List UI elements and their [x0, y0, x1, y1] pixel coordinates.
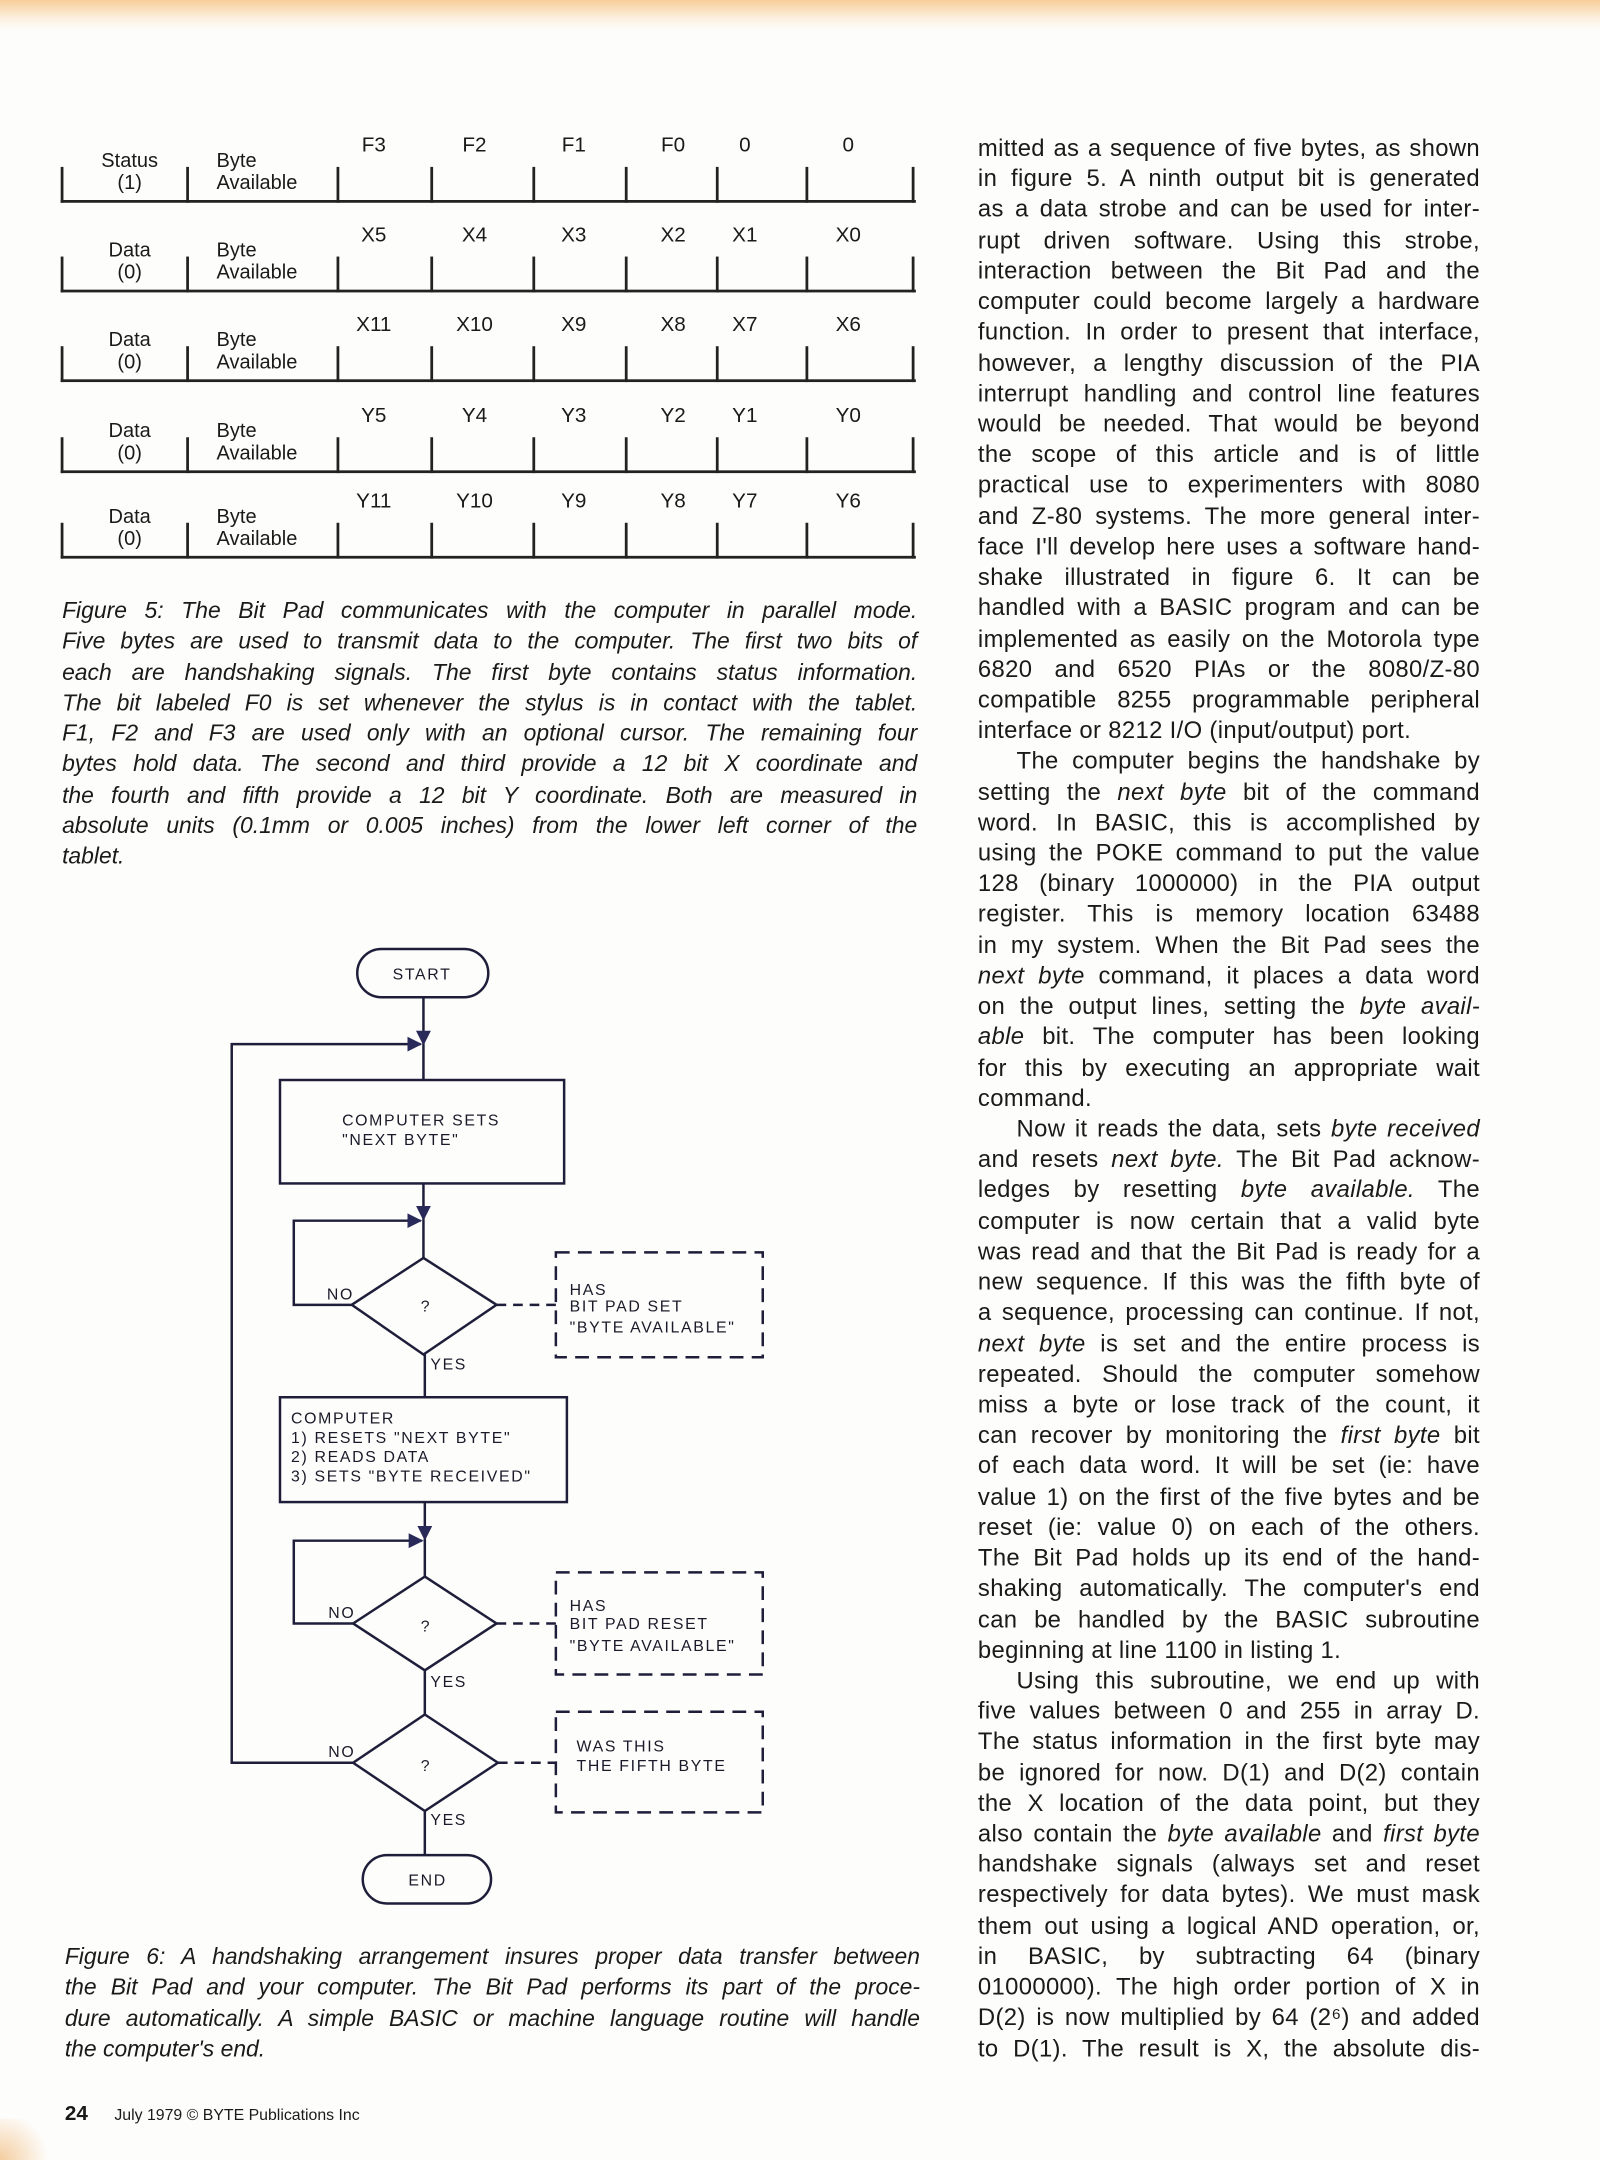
- caption-line: each are handshaking signals. The first byte contains status information.: [62, 658, 918, 685]
- byte-type-line: Data: [108, 239, 151, 263]
- body-line: the scope of this article and is of little: [977, 440, 1480, 468]
- byte-type-line: Data: [108, 420, 151, 443]
- body-line: face I'll develop here uses a software hand-: [977, 532, 1480, 560]
- body-line: rupt driven software. Using this strobe,: [977, 225, 1480, 254]
- body-line: in my system. When the Bit Pad sees the: [977, 930, 1480, 959]
- body-line: the X location of the data point, but they: [977, 1788, 1480, 1817]
- byte-type-line: Status: [101, 150, 159, 173]
- body-line: 128 (binary 1000000) in the PIA output: [977, 869, 1480, 897]
- text-run: The Bit Pad acknow-: [1223, 1145, 1481, 1173]
- note3-line: THE FIFTH BYTE: [576, 1758, 727, 1776]
- flag-line: Byte: [216, 150, 257, 173]
- text-run: and: [1321, 1819, 1384, 1847]
- body-line: The Bit Pad holds up its end of the hand-: [977, 1543, 1480, 1572]
- body-line: shaking automatically. The computer's end: [977, 1574, 1480, 1602]
- caption-line: F1, F2 and F3 are used only with an optional cursor. The remaining four: [62, 719, 918, 747]
- body-line: for this by executing an appropriate wait: [977, 1053, 1480, 1081]
- flag-line: Available: [216, 351, 298, 374]
- flag-line: Available: [216, 528, 298, 551]
- start-label: START: [392, 966, 452, 984]
- body-line: a sequence, processing can continue. If not,: [977, 1298, 1480, 1326]
- bit-label: X4: [461, 223, 488, 247]
- text-run: bit of the command: [1226, 777, 1480, 805]
- bit-label: Y9: [561, 489, 587, 514]
- caption-line: Figure 6: A handshaking arrangement insures proper data transfer between: [64, 1943, 920, 1970]
- flag-line: Byte: [216, 420, 257, 443]
- bit-label: X3: [561, 223, 587, 247]
- bit-label: F1: [561, 133, 586, 158]
- body-line: repeated. Should the computer somehow: [977, 1359, 1480, 1388]
- bit-label: F0: [661, 133, 686, 158]
- byte-type-line: Data: [108, 506, 151, 529]
- body-line: and Z-80 systems. The more general inter-: [977, 501, 1480, 530]
- box1-line: COMPUTER SETS: [342, 1112, 501, 1130]
- bit-label: X7: [732, 313, 758, 337]
- caption-line: the Bit Pad and your computer. The Bit Pad performs its part of the proce-: [64, 1974, 920, 2001]
- text-run: The: [1414, 1175, 1480, 1204]
- box2-line: COMPUTER: [291, 1410, 396, 1428]
- no-label: NO: [326, 1286, 355, 1304]
- body-line: [978, 991, 1480, 1022]
- italic-term: next byte: [977, 1329, 1086, 1357]
- bit-label: X10: [456, 313, 493, 337]
- text-run: Now it reads the data, sets: [1016, 1114, 1332, 1143]
- end-label: END: [408, 1872, 447, 1890]
- italic-term: byte avail-: [1359, 991, 1480, 1020]
- note3-line: WAS THIS: [576, 1738, 666, 1756]
- caption-line: tablet.: [62, 842, 125, 869]
- body-line: computer could become largely a hardware: [977, 287, 1480, 315]
- body-line: Using this subroutine, we end up with: [1016, 1666, 1480, 1694]
- box1-line: "NEXT BYTE": [342, 1131, 460, 1149]
- body-line: handled with a BASIC program and can be: [977, 593, 1480, 622]
- body-line: interrupt handling and control line features: [977, 378, 1480, 407]
- box2-line: 1) RESETS "NEXT BYTE": [291, 1429, 512, 1447]
- body-line: The computer begins the handshake by: [1016, 746, 1480, 775]
- byte-type-line: (0): [117, 442, 142, 465]
- note2-line: "BYTE AVAILABLE": [569, 1638, 736, 1656]
- text-run: command, it places a data word: [1084, 961, 1480, 989]
- body-line: [978, 776, 1480, 807]
- body-line: as a data strobe and can be used for inter-: [977, 195, 1480, 223]
- footer-credit: July 1979 © BYTE Publications Inc: [114, 2107, 360, 2125]
- byte-type-line: (0): [117, 351, 142, 374]
- body-line: be ignored for now. D(1) and D(2) contain: [977, 1758, 1480, 1786]
- bit-label: Y11: [356, 489, 392, 514]
- body-line: [978, 1113, 1480, 1144]
- body-line: [978, 960, 1480, 991]
- bit-label: Y10: [456, 489, 493, 514]
- italic-term: next byte: [977, 961, 1085, 989]
- bit-label: X0: [835, 223, 861, 247]
- bit-label: Y7: [732, 489, 758, 514]
- body-line: beginning at line 1100 in listing 1.: [977, 1635, 1342, 1664]
- flag-line: Available: [216, 172, 298, 195]
- flag-line: Byte: [216, 239, 257, 263]
- caption-line: Five bytes are used to transmit data to the computer. The first two bits of: [62, 627, 918, 655]
- body-line: [978, 1144, 1480, 1175]
- body-line: compatible 8255 programmable peripheral: [977, 685, 1480, 714]
- box2-line: 2) READS DATA: [291, 1449, 431, 1467]
- flag-line: Available: [216, 262, 298, 285]
- body-line: would be needed. That would be beyond: [977, 409, 1480, 438]
- bit-label: Y3: [561, 404, 587, 428]
- byte-type-line: Data: [108, 329, 151, 352]
- yes-label: YES: [430, 1673, 468, 1691]
- bit-label: Y5: [361, 404, 387, 428]
- body-line: miss a byte or lose track of the count, it: [977, 1390, 1480, 1418]
- text-run: is set and the entire process is: [1085, 1329, 1480, 1357]
- body-line: shake illustrated in figure 6. It can be: [977, 562, 1480, 591]
- body-line: interaction between the Bit Pad and the: [977, 256, 1480, 284]
- text-run: bit: [1440, 1420, 1480, 1449]
- bit-label: X5: [361, 223, 387, 247]
- article-body-column: [978, 132, 1480, 2063]
- italic-term: first byte: [1340, 1420, 1441, 1449]
- text-run: can recover by monitoring the: [977, 1420, 1341, 1449]
- body-line: handshake signals (always set and reset: [977, 1849, 1480, 1878]
- figure-6-caption: [65, 1942, 920, 2065]
- byte-type-line: (0): [117, 262, 142, 285]
- note1-line: HAS: [569, 1282, 608, 1300]
- body-line: [978, 1328, 1480, 1359]
- bit-label: F2: [462, 133, 487, 158]
- bit-label: X9: [561, 313, 587, 337]
- body-line: five values between 0 and 255 in array D.: [977, 1696, 1480, 1725]
- caption-line: the fourth and fifth provide a 12 bit Y coordinate. Both are measured in: [62, 781, 918, 808]
- body-line: D(2) is now multiplied by 64 (2⁶) and added: [977, 2003, 1480, 2031]
- bit-label: Y4: [461, 404, 488, 428]
- flag-line: Byte: [216, 329, 257, 352]
- note1-line: BIT PAD SET: [569, 1298, 684, 1316]
- text-run: ledges by resetting: [977, 1175, 1241, 1204]
- caption-line: dure automatically. A simple BASIC or machine language routine will handle: [64, 2004, 920, 2032]
- bit-label: X1: [732, 223, 758, 247]
- italic-term: first byte: [1383, 1819, 1480, 1847]
- bit-label: 0: [739, 133, 751, 158]
- box2-line: 3) SETS "BYTE RECEIVED": [291, 1468, 532, 1486]
- caption-line: absolute units (0.1mm or 0.005 inches) from the lower left corner of the: [62, 812, 918, 839]
- body-line: in figure 5. A ninth output bit is generated: [977, 164, 1480, 193]
- outer-loop-line: [232, 1044, 421, 1763]
- body-line: was read and that the Bit Pad is ready for a: [977, 1237, 1480, 1265]
- bit-label: Y1: [732, 404, 758, 428]
- body-line: [978, 1174, 1480, 1205]
- text-run: and resets: [977, 1145, 1112, 1173]
- body-line: to D(1). The result is X, the absolute dis-: [977, 2033, 1480, 2062]
- body-line: register. This is memory location 63488: [977, 899, 1480, 928]
- body-line: respectively for data bytes). We must mask: [977, 1880, 1480, 1909]
- text-run: setting the: [977, 777, 1118, 805]
- text-run: also contain the: [977, 1819, 1168, 1847]
- body-line: 6820 and 6520 PIAs or the 8080/Z-80: [977, 654, 1480, 683]
- body-line: 01000000). The high order portion of X in: [977, 1972, 1480, 2001]
- note2-line: BIT PAD RESET: [569, 1615, 709, 1633]
- body-line: new sequence. If this was the fifth byte of: [977, 1267, 1480, 1296]
- bit-label: Y0: [835, 404, 861, 428]
- bit-label: X8: [660, 313, 686, 337]
- body-line: value 1) on the first of the five bytes and be: [977, 1482, 1480, 1510]
- body-line: computer is now certain that a valid byte: [977, 1206, 1480, 1235]
- question-mark: ?: [420, 1298, 432, 1316]
- no-label: NO: [328, 1744, 356, 1762]
- question-mark: ?: [420, 1618, 432, 1636]
- body-line: using the POKE command to put the value: [977, 838, 1480, 867]
- italic-term: byte available: [1167, 1819, 1322, 1847]
- body-line: interface or 8212 I/O (input/output) port.: [977, 716, 1412, 744]
- italic-term: next byte: [1117, 777, 1227, 805]
- yes-label: YES: [430, 1356, 468, 1374]
- flag-line: Available: [216, 442, 298, 465]
- caption-line: the computer's end.: [64, 2035, 266, 2062]
- body-line: [978, 1021, 1480, 1052]
- body-line: reset (ie: value 0) on each of the others.: [977, 1512, 1480, 1541]
- body-line: implemented as easily on the Motorola type: [977, 624, 1480, 652]
- body-line: function. In order to present that interface,: [977, 317, 1480, 346]
- bit-label: 0: [842, 133, 855, 158]
- caption-line: Figure 5: The Bit Pad communicates with the computer in parallel mode.: [62, 597, 918, 624]
- bit-label: Y2: [660, 404, 686, 428]
- body-line: [978, 1818, 1480, 1849]
- byte-type-line: (1): [117, 172, 142, 195]
- bit-label: X11: [356, 313, 392, 337]
- bit-label: Y8: [660, 489, 686, 514]
- body-line: them out using a logical AND operation, or,: [977, 1911, 1480, 1939]
- bit-label: X6: [835, 313, 861, 337]
- body-line: command.: [977, 1083, 1092, 1112]
- body-line: in BASIC, by subtracting 64 (binary: [977, 1941, 1480, 1970]
- question-mark: ?: [420, 1758, 432, 1776]
- yes-label: YES: [430, 1811, 468, 1829]
- page-number: 24: [64, 2102, 88, 2126]
- caption-line: bytes hold data. The second and third provide a 12 bit X coordinate and: [62, 750, 918, 777]
- body-line: of each data word. It will be set (ie: have: [977, 1451, 1480, 1480]
- no-label: NO: [328, 1604, 356, 1622]
- body-line: word. In BASIC, this is accomplished by: [977, 808, 1480, 836]
- bit-label: Y6: [835, 489, 861, 514]
- page-footer: [65, 2102, 360, 2125]
- body-line: however, a lengthy discussion of the PIA: [977, 348, 1480, 376]
- body-line: practical use to experimenters with 8080: [977, 470, 1480, 499]
- italic-term: able: [977, 1022, 1025, 1051]
- italic-term: byte received: [1331, 1114, 1480, 1143]
- italic-term: next byte.: [1111, 1145, 1224, 1173]
- bit-label: X2: [660, 223, 686, 247]
- text-run: bit. The computer has been looking: [1024, 1022, 1480, 1051]
- italic-term: byte available.: [1240, 1175, 1415, 1204]
- body-line: The status information in the first byte may: [977, 1727, 1480, 1755]
- text-run: on the output lines, setting the: [977, 991, 1360, 1020]
- caption-line: The bit labeled F0 is set whenever the stylus is in contact with the tablet.: [62, 689, 918, 716]
- note1-line: "BYTE AVAILABLE": [569, 1319, 736, 1337]
- body-line: [978, 1420, 1480, 1451]
- flag-line: Byte: [216, 506, 257, 529]
- body-line: mitted as a sequence of five bytes, as shown: [977, 133, 1480, 162]
- body-line: can be handled by the BASIC subroutine: [977, 1604, 1480, 1633]
- byte-type-line: (0): [117, 528, 142, 551]
- note2-line: HAS: [569, 1598, 608, 1616]
- bit-label: F3: [361, 133, 386, 158]
